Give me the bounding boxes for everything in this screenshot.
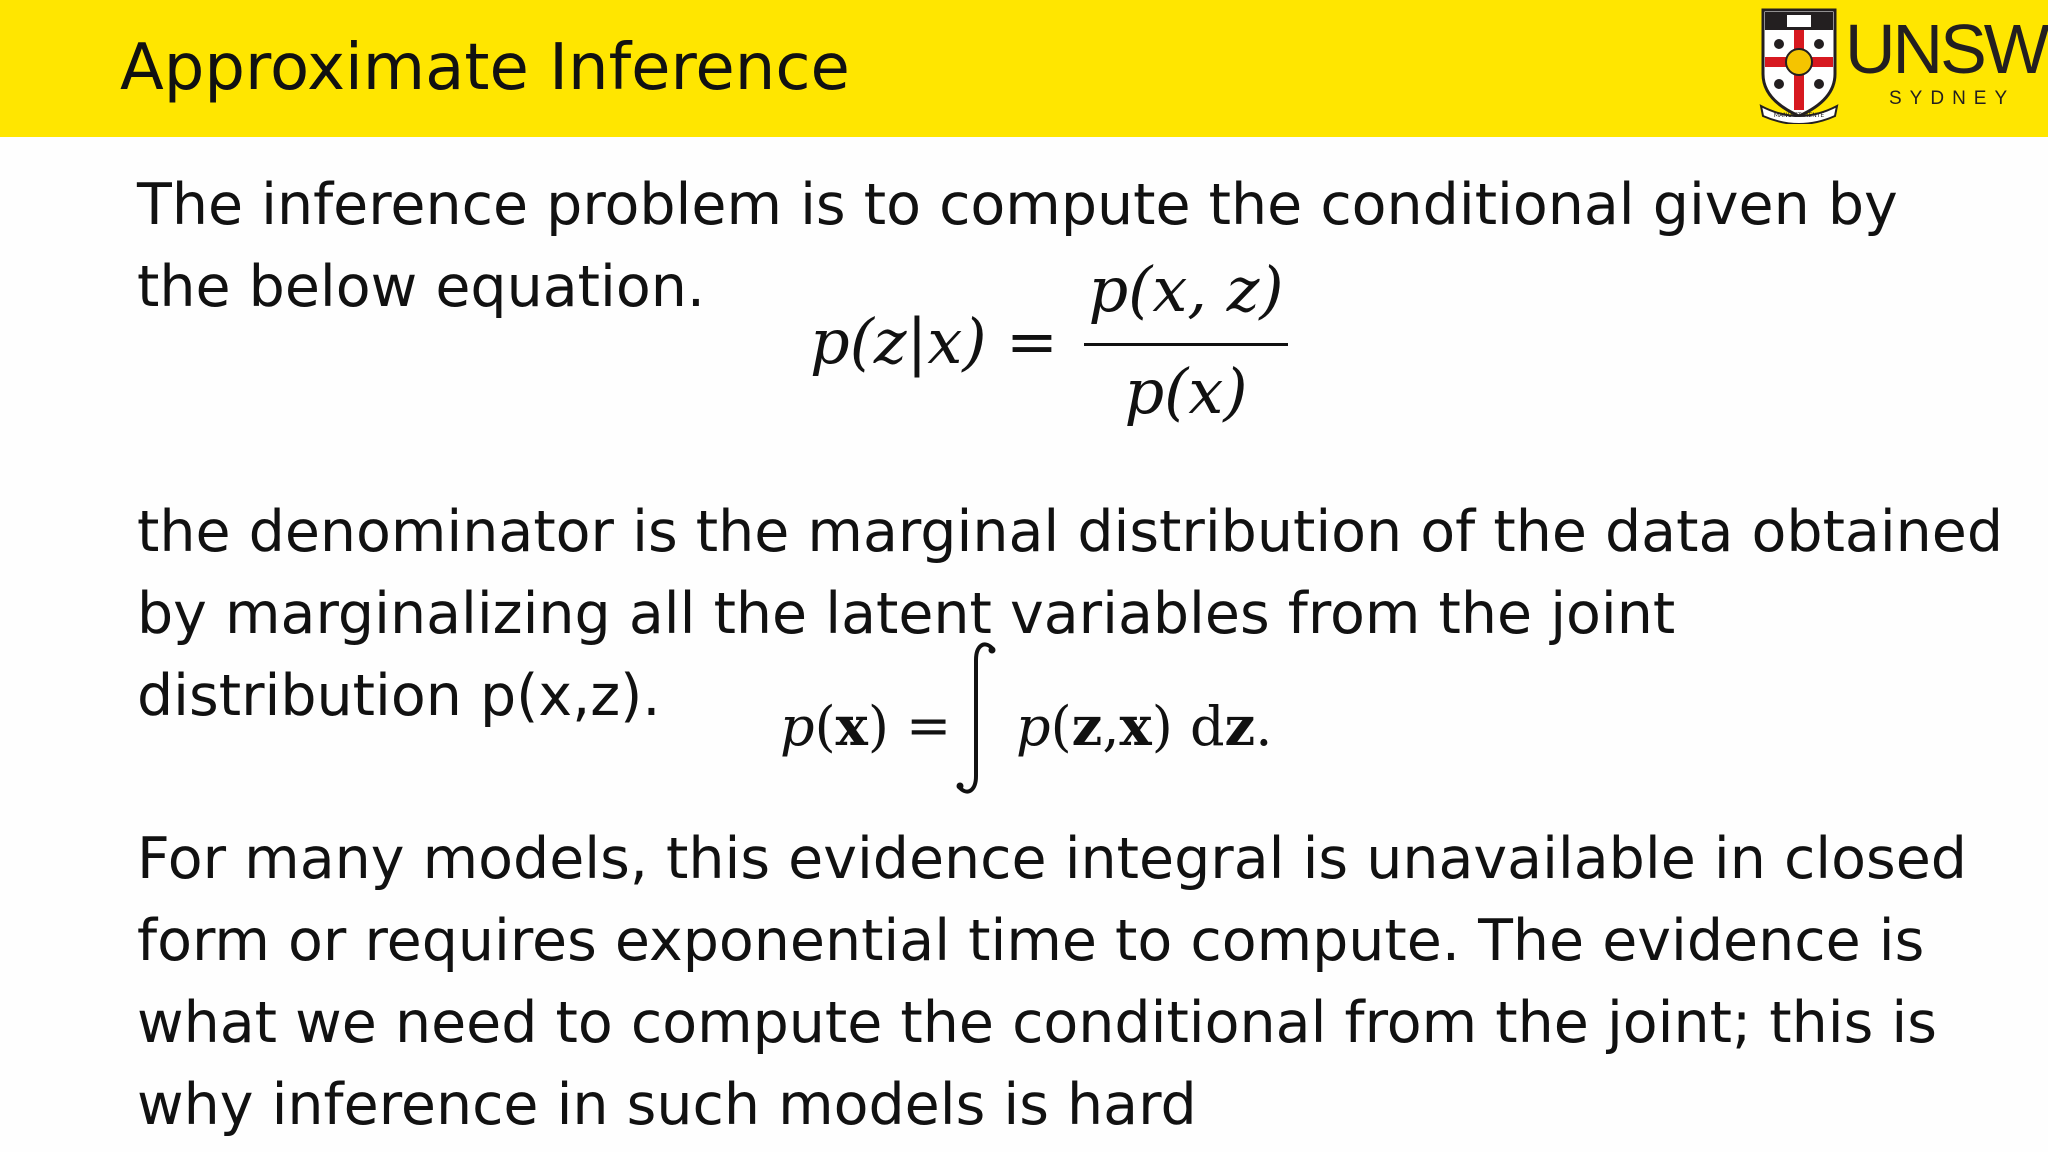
eq2-lhs-x: x — [835, 694, 868, 758]
eq2-diff-d: d — [1189, 695, 1225, 758]
conditional-equation — [810, 248, 1290, 438]
unsw-crest-icon — [1757, 4, 1841, 124]
paragraph-denominator: the denominator is the marginal distribution of the data obtained by marginalizing all the latent variables from the joint distribution p(x,z). — [137, 499, 2004, 729]
eq2-lhs — [780, 694, 889, 759]
svg-text:MANU ET MENTE: MANU ET MENTE — [1773, 112, 1825, 119]
eq2-lhs-close: ) — [867, 695, 889, 758]
integral-sign-icon — [952, 638, 1002, 798]
eq2-rhs-close: ) — [1151, 695, 1173, 758]
eq1-lhs: p(z|x) — [810, 305, 987, 378]
eq2-diff-z: z — [1224, 694, 1256, 758]
eq2-rhs-x: x — [1119, 694, 1152, 758]
paragraph-evidence: For many models, this evidence integral is unavailable in closed form or requires exponential time to compute. The evidence is what we need to compute the conditional from the joint; this is why inference in such models is hard — [137, 826, 1967, 1138]
slide-title: Approximate Inference — [120, 31, 850, 105]
eq2-rhs-p: p — [1016, 695, 1051, 758]
logo-subtext: SYDNEY — [1889, 88, 2016, 109]
unsw-logo — [1757, 4, 2048, 128]
eq1-numerator: p(x, z) — [1088, 253, 1284, 326]
eq2-lhs-p: p — [780, 695, 815, 758]
eq2-rhs-open: ( — [1050, 695, 1072, 758]
logo-wordmark: UNSW — [1845, 10, 2047, 88]
paragraph-intro: The inference problem is to compute the conditional given by the below equation. — [137, 172, 1898, 320]
eq1-equals: = — [1006, 305, 1058, 378]
eq2-lhs-open: ( — [814, 695, 836, 758]
eq1-fraction-bar — [1084, 343, 1288, 346]
eq2-period: . — [1255, 695, 1273, 758]
eq1-denominator: p(x) — [1124, 355, 1248, 428]
eq2-rhs — [1016, 694, 1272, 759]
eq2-equals: = — [906, 694, 952, 757]
marginal-equation — [780, 638, 1273, 808]
eq2-rhs-z: z — [1071, 694, 1103, 758]
eq2-rhs-comma: , — [1102, 695, 1120, 758]
